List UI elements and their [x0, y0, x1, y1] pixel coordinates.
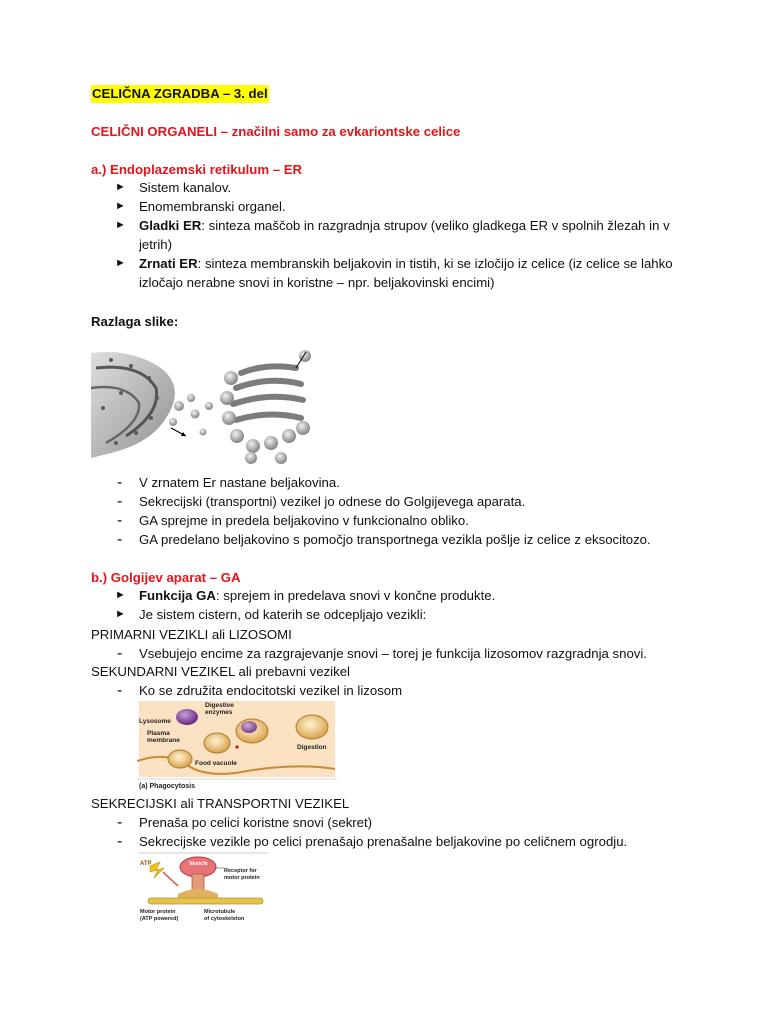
list-item: Sistem kanalov. — [139, 180, 232, 195]
dash-bullet: - — [117, 531, 123, 548]
motor-label-2: (ATP powered) — [140, 916, 179, 922]
arrow-bullet-icon: ► — [115, 257, 126, 269]
list-item: Prenaša po celici koristne snovi (sekret) — [139, 815, 373, 830]
dash-bullet: - — [117, 645, 123, 662]
arrow-bullet-icon: ► — [115, 608, 126, 620]
digestive-label: Digestive — [205, 702, 234, 709]
section-b-heading: b.) Golgijev aparat – GA — [91, 570, 241, 585]
page-title: CELIČNA ZGRADBA – 3. del — [92, 86, 268, 101]
microtubule-label-1: Microtubule — [204, 909, 236, 915]
list-item-continuation: jetrih) — [139, 237, 172, 252]
list-item: Sekrecijske vezikle po celici prenašajo prenašalne beljakovine po celičnem ogrodju. — [139, 834, 628, 849]
food-vacuole-label: Food vacuole — [195, 760, 237, 767]
receptor-label-2: motor protein — [224, 875, 260, 881]
motor-protein-figure — [138, 852, 268, 924]
list-item: GA sprejme in predela beljakovino v funkcionalno obliko. — [139, 513, 469, 528]
dash-bullet: - — [117, 814, 123, 831]
vesicle-label: Vesicle — [189, 861, 208, 867]
arrow-bullet-icon: ► — [115, 589, 126, 601]
dash-bullet: - — [117, 474, 123, 491]
section-a-heading: a.) Endoplazemski retikulum – ER — [91, 162, 303, 177]
phagocytosis-figure — [137, 699, 337, 791]
list-item: Je sistem cistern, od katerih se odcepljajo vezikli: — [139, 607, 427, 622]
receptor-label-1: Receptor for — [224, 868, 257, 874]
dash-bullet: - — [117, 512, 123, 529]
dash-bullet: - — [117, 493, 123, 510]
list-item-continuation: izločajo nerabne snovi in koristne – npr. beljakovinski encimi) — [139, 275, 495, 290]
list-item: Vsebujejo encime za razgrajevanje snovi – torej je funkcija lizosomov razgradnja snovi. — [139, 646, 647, 661]
plasma-label: Plasma — [147, 730, 170, 737]
dash-bullet: - — [117, 682, 123, 699]
figure-caption: (a) Phagocytosis — [139, 783, 196, 790]
membrane-label: membrane — [147, 737, 180, 744]
list-item: GA predelano beljakovino s pomočjo transportnega vezikla pošlje iz celice z eksocitozo. — [139, 532, 651, 547]
list-item: Zrnati ER: sinteza membranskih beljakovin in tistih, ki se izločijo iz celice (iz celice se lahko — [139, 256, 673, 271]
secretory-vesicle-label: SEKRECIJSKI ali TRANSPORTNI VEZIKEL — [91, 796, 350, 811]
digestion-label: Digestion — [297, 744, 327, 751]
list-item: Funkcija GA: sprejem in predelava snovi v končne produkte. — [139, 588, 496, 603]
dash-bullet: - — [117, 833, 123, 850]
microtubule-label-2: of cytoskeleton — [204, 916, 245, 922]
arrow-bullet-icon: ► — [115, 219, 126, 231]
er-golgi-figure — [91, 348, 311, 468]
subtitle: CELIČNI ORGANELI – značilni samo za evkariontske celice — [91, 124, 461, 139]
list-item: Ko se združita endocitotski vezikel in lizosom — [139, 683, 403, 698]
list-item: Gladki ER: sinteza maščob in razgradnja strupov (veliko gladkega ER v spolnih žlezah in v — [139, 218, 670, 233]
list-item: Sekrecijski (transportni) vezikel jo odnese do Golgijevega aparata. — [139, 494, 526, 509]
arrow-bullet-icon: ► — [115, 200, 126, 212]
list-item: V zrnatem Er nastane beljakovina. — [139, 475, 340, 490]
arrow-bullet-icon: ► — [115, 181, 126, 193]
motor-label-1: Motor protein — [140, 909, 176, 915]
secondary-vesicle-label: SEKUNDARNI VEZIKEL ali prebavni vezikel — [91, 664, 350, 679]
lysosome-label: Lysosome — [139, 718, 171, 725]
list-item: Enomembranski organel. — [139, 199, 286, 214]
figure-heading: Razlaga slike: — [91, 314, 179, 329]
atp-label: ATP — [140, 861, 152, 867]
primary-vesicles-label: PRIMARNI VEZIKLI ali LIZOSOMI — [91, 627, 292, 642]
enzymes-label: enzymes — [205, 709, 233, 716]
